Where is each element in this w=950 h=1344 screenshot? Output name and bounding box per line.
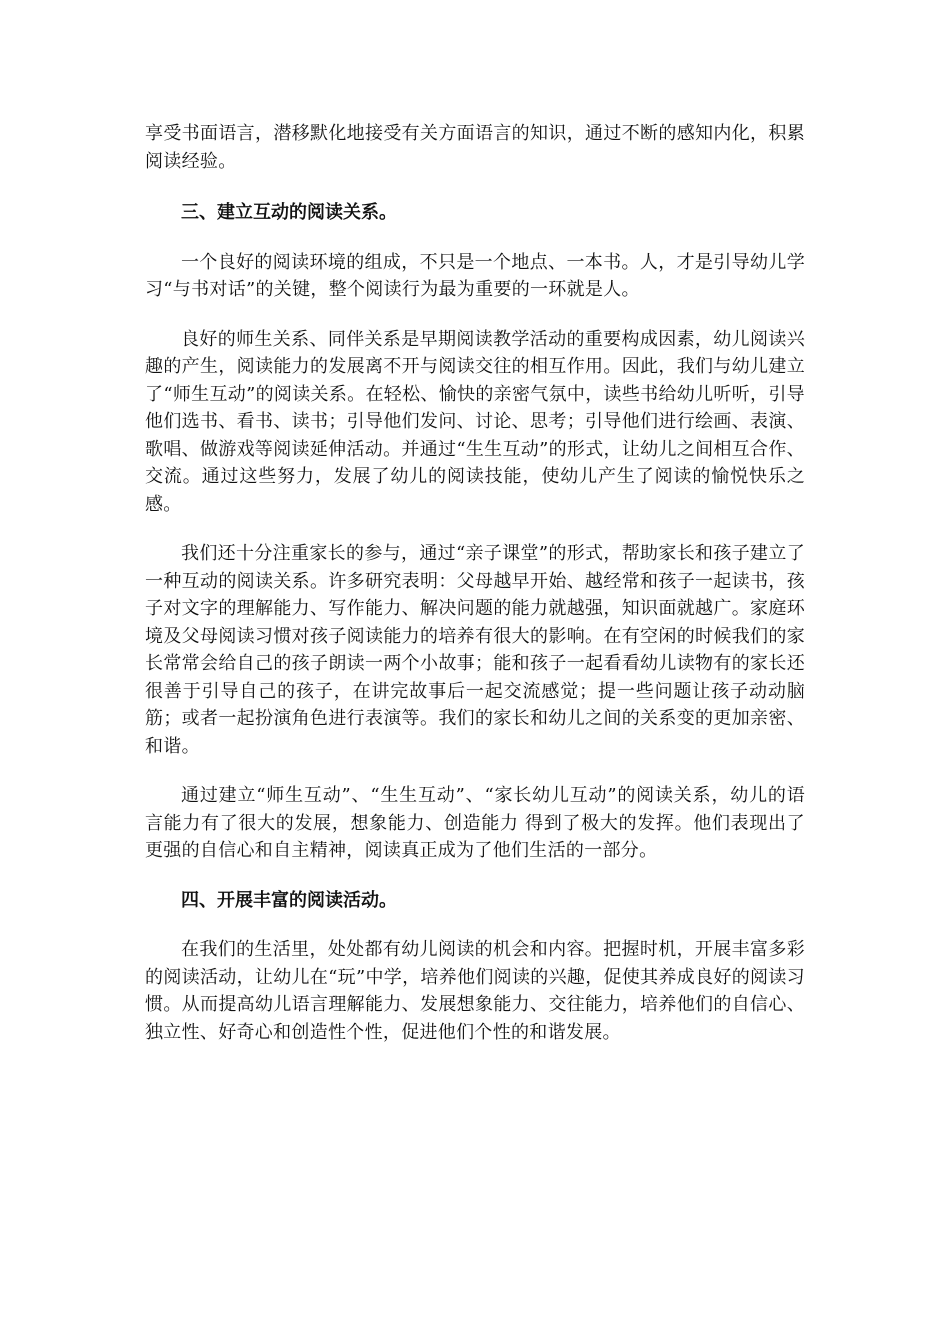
section-heading-3: 三、建立互动的阅读关系。 <box>181 202 397 223</box>
paragraph-intro-continued: 享受书面语言，潜移默化地接受有关方面语言的知识，通过不断的感知内化，积累阅读经验。 <box>145 123 805 172</box>
paragraph-teacher-student: 良好的师生关系、同伴关系是早期阅读教学活动的重要构成因素，幼儿阅读兴趣的产生，阅读能力的发展离不开与阅读交往的相互作用。因此，我们与幼儿建立了“师生互动”的阅读关系。在轻松、愉快的亲密气氛中，读些书给幼儿听听，引导他们选书、看书、读书；引导他们发问、讨论、思考；引导他们进行绘画、表演、歌唱、做游戏等阅读延伸活动。并通过“生生互动”的形式，让幼儿之间相互合作、交流。通过这些努力，发展了幼儿的阅读技能，使幼儿产生了阅读的愉悦快乐之感。 <box>145 328 805 515</box>
paragraph-reading-activities: 在我们的生活里，处处都有幼儿阅读的机会和内容。把握时机，开展丰富多彩的阅读活动，让幼儿在“玩”中学，培养他们阅读的兴趣，促使其养成良好的阅读习惯。从而提高幼儿语言理解能力、发展想象能力、交往能力，培养他们的自信心、独立性、好奇心和创造性个性，促进他们个性的和谐发展。 <box>145 939 805 1043</box>
paragraph-parent-participation: 我们还十分注重家长的参与，通过“亲子课堂”的形式，帮助家长和孩子建立了一种互动的阅读关系。许多研究表明：父母越早开始、越经常和孩子一起读书，孩子对文字的理解能力、写作能力、解决问题的能力就越强，知识面就越广。家庭环境及父母阅读习惯对孩子阅读能力的培养有很大的影响。在有空闲的时候我们的家长常常会给自己的孩子朗读一两个小故事；能和孩子一起看看幼儿读物有的家长还很善于引导自己的孩子，在讲完故事后一起交流感觉；提一些问题让孩子动动脑筋；或者一起扮演角色进行表演等。我们的家长和幼儿之间的关系变的更加亲密、和谐。 <box>145 543 805 757</box>
section-heading-4: 四、开展丰富的阅读活动。 <box>181 889 397 911</box>
paragraph-reading-environment: 一个良好的阅读环境的组成，不只是一个地点、一本书。人，才是引导幼儿学习“与书对话”的关键，整个阅读行为最为重要的一环就是人。 <box>145 251 805 300</box>
document-page <box>145 120 805 1046</box>
paragraph-interaction-summary: 通过建立“师生互动”、“生生互动”、“家长幼儿互动”的阅读关系，幼儿的语言能力有了很大的发展，想象能力、创造能力 得到了极大的发挥。他们表现出了更强的自信心和自主精神，阅读真正成为了他们生活的一部分。 <box>145 785 805 861</box>
